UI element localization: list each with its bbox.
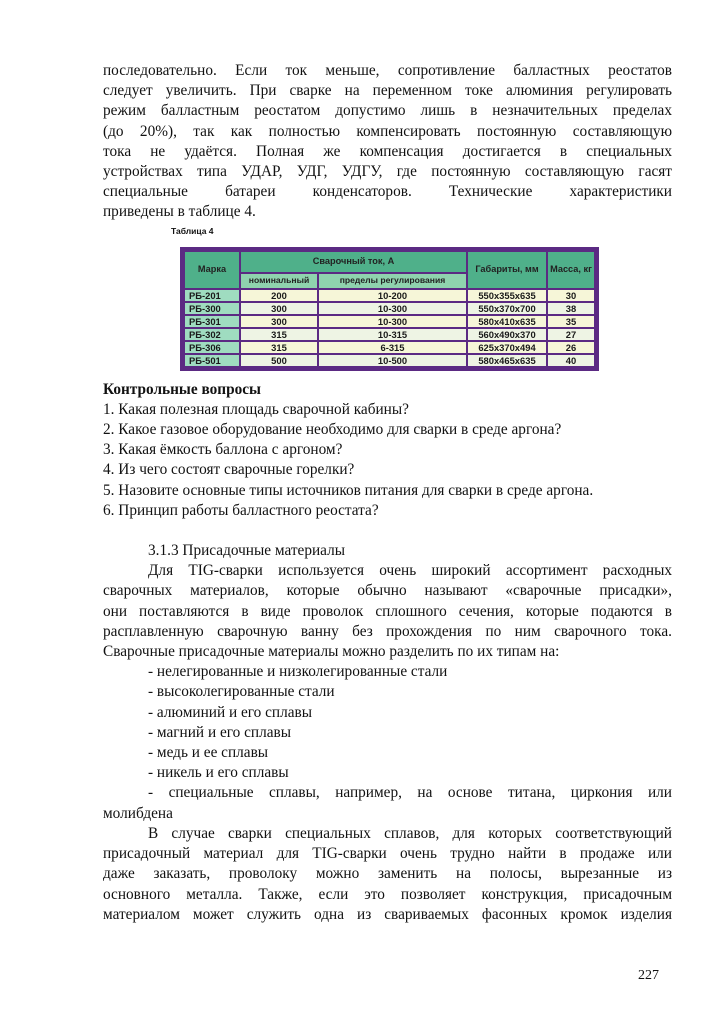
question-item: 3. Какая ёмкость баллона с аргоном? xyxy=(103,441,343,459)
cell-brand: РБ-501 xyxy=(185,355,239,366)
cell-nominal: 315 xyxy=(241,342,317,353)
header-dims: Габариты, мм xyxy=(468,252,546,288)
cell-dims: 580x465x635 xyxy=(468,355,546,366)
text-line: основного металла. Также, если это позволяет конструкция, присадочным xyxy=(103,885,672,903)
materials-list xyxy=(103,662,672,824)
text-line: приведены в таблице 4. xyxy=(103,203,256,221)
cell-nominal: 300 xyxy=(241,303,317,314)
table-row xyxy=(185,316,594,327)
intro-paragraph xyxy=(103,61,672,223)
cell-dims: 550x370x700 xyxy=(468,303,546,314)
page-number: 227 xyxy=(638,968,659,983)
cell-mass: 30 xyxy=(548,290,594,301)
cell-dims: 560x490x370 xyxy=(468,329,546,340)
text-line: специальные батареи конденсаторов. Технические характеристики xyxy=(103,183,672,201)
cell-brand: РБ-301 xyxy=(185,316,239,327)
cell-mass: 38 xyxy=(548,303,594,314)
questions-title: Контрольные вопросы xyxy=(103,380,261,398)
text-line: сварочных материалов, которые обычно называют «сварочные присадки», xyxy=(103,582,672,600)
spec-table-frame xyxy=(180,247,599,371)
text-line: (до 20%), так как полностью компенсировать постоянную составляющую xyxy=(103,122,672,140)
question-item: 5. Назовите основные типы источников питания для сварки в среде аргона. xyxy=(103,481,594,499)
text-line: даже заказать, проволоку можно заменить на полосы, вырезанные из xyxy=(103,865,672,883)
question-item: 2. Какое газовое оборудование необходимо для сварки в среде аргона? xyxy=(103,421,562,439)
cell-brand: РБ-302 xyxy=(185,329,239,340)
cell-range: 10-300 xyxy=(319,303,466,314)
text-line: присадочный материал для TIG-сварки очень трудно найти в продаже или xyxy=(103,845,672,863)
list-item: - специальные сплавы, например, на основе титана, циркония или xyxy=(148,784,672,802)
cell-dims: 580x410x635 xyxy=(468,316,546,327)
header-range: пределы регулирования xyxy=(319,274,466,288)
list-item: - высоколегированные стали xyxy=(148,683,335,701)
questions-list xyxy=(103,400,672,521)
table-row xyxy=(185,303,594,314)
cell-range: 10-300 xyxy=(319,316,466,327)
section-paragraph-2 xyxy=(103,824,672,925)
text-line: они поставляются в виде проволок сплошного сечения, которые подаются в xyxy=(103,602,672,620)
text-line: тока не удаётся. Полная же компенсация достигается в специальных xyxy=(103,142,672,160)
header-brand: Марка xyxy=(185,252,239,288)
table-header-row xyxy=(185,252,594,272)
text-line: Сварочные присадочные материалы можно разделить по их типам на: xyxy=(103,643,560,661)
table-row xyxy=(185,290,594,301)
spec-table xyxy=(183,250,596,368)
cell-nominal: 300 xyxy=(241,316,317,327)
header-nominal: номинальный xyxy=(241,274,317,288)
question-item: 1. Какая полезная площадь сварочной кабины? xyxy=(103,400,409,418)
table-row xyxy=(185,355,594,366)
question-item: 6. Принцип работы балластного реостата? xyxy=(103,501,379,519)
cell-brand: РБ-201 xyxy=(185,290,239,301)
cell-mass: 40 xyxy=(548,355,594,366)
text-line: устройствах типа УДАР, УДГ, УДГУ, где постоянную составляющую гасят xyxy=(103,163,672,181)
list-item: - магний и его сплавы xyxy=(148,723,292,741)
section-paragraph-1 xyxy=(103,561,672,662)
table-row xyxy=(185,342,594,353)
list-item: - никель и его сплавы xyxy=(148,764,289,782)
cell-brand: РБ-306 xyxy=(185,342,239,353)
text-line: следует увеличить. При сварке на переменном токе алюминия регулировать xyxy=(103,82,672,100)
section-heading: 3.1.3 Присадочные материалы xyxy=(148,542,345,560)
cell-range: 10-500 xyxy=(319,355,466,366)
text-line: В случае сварки специальных сплавов, для которых соответствующий xyxy=(148,824,672,842)
cell-dims: 550x355x635 xyxy=(468,290,546,301)
list-item: - нелегированные и низколегированные стали xyxy=(148,663,448,681)
cell-mass: 27 xyxy=(548,329,594,340)
cell-brand: РБ-300 xyxy=(185,303,239,314)
table-row xyxy=(185,329,594,340)
question-item: 4. Из чего состоят сварочные горелки? xyxy=(103,461,355,479)
cell-nominal: 500 xyxy=(241,355,317,366)
list-item-continuation: молибдена xyxy=(103,804,173,822)
table-caption: Таблица 4 xyxy=(171,225,214,236)
header-current: Сварочный ток, А xyxy=(241,252,466,272)
text-line: материалом может служить одна из свариваемых фасонных кромок изделия xyxy=(103,905,672,923)
text-line: расплавленную сварочную ванну без прохождения по ним сварочного тока. xyxy=(103,622,672,640)
text-line: Для TIG-сварки используется очень широкий ассортимент расходных xyxy=(148,562,672,580)
cell-mass: 26 xyxy=(548,342,594,353)
cell-range: 10-315 xyxy=(319,329,466,340)
cell-mass: 35 xyxy=(548,316,594,327)
cell-nominal: 315 xyxy=(241,329,317,340)
header-mass: Масса, кг xyxy=(548,252,594,288)
cell-range: 6-315 xyxy=(319,342,466,353)
cell-dims: 625x370x494 xyxy=(468,342,546,353)
text-line: последовательно. Если ток меньше, сопротивление балластных реостатов xyxy=(103,62,672,79)
page-body xyxy=(103,61,672,925)
text-line: режим балластным реостатом допустимо лишь в незначительных пределах xyxy=(103,102,672,120)
list-item: - медь и ее сплавы xyxy=(148,744,269,762)
list-item: - алюминий и его сплавы xyxy=(148,703,313,721)
cell-nominal: 200 xyxy=(241,290,317,301)
cell-range: 10-200 xyxy=(319,290,466,301)
